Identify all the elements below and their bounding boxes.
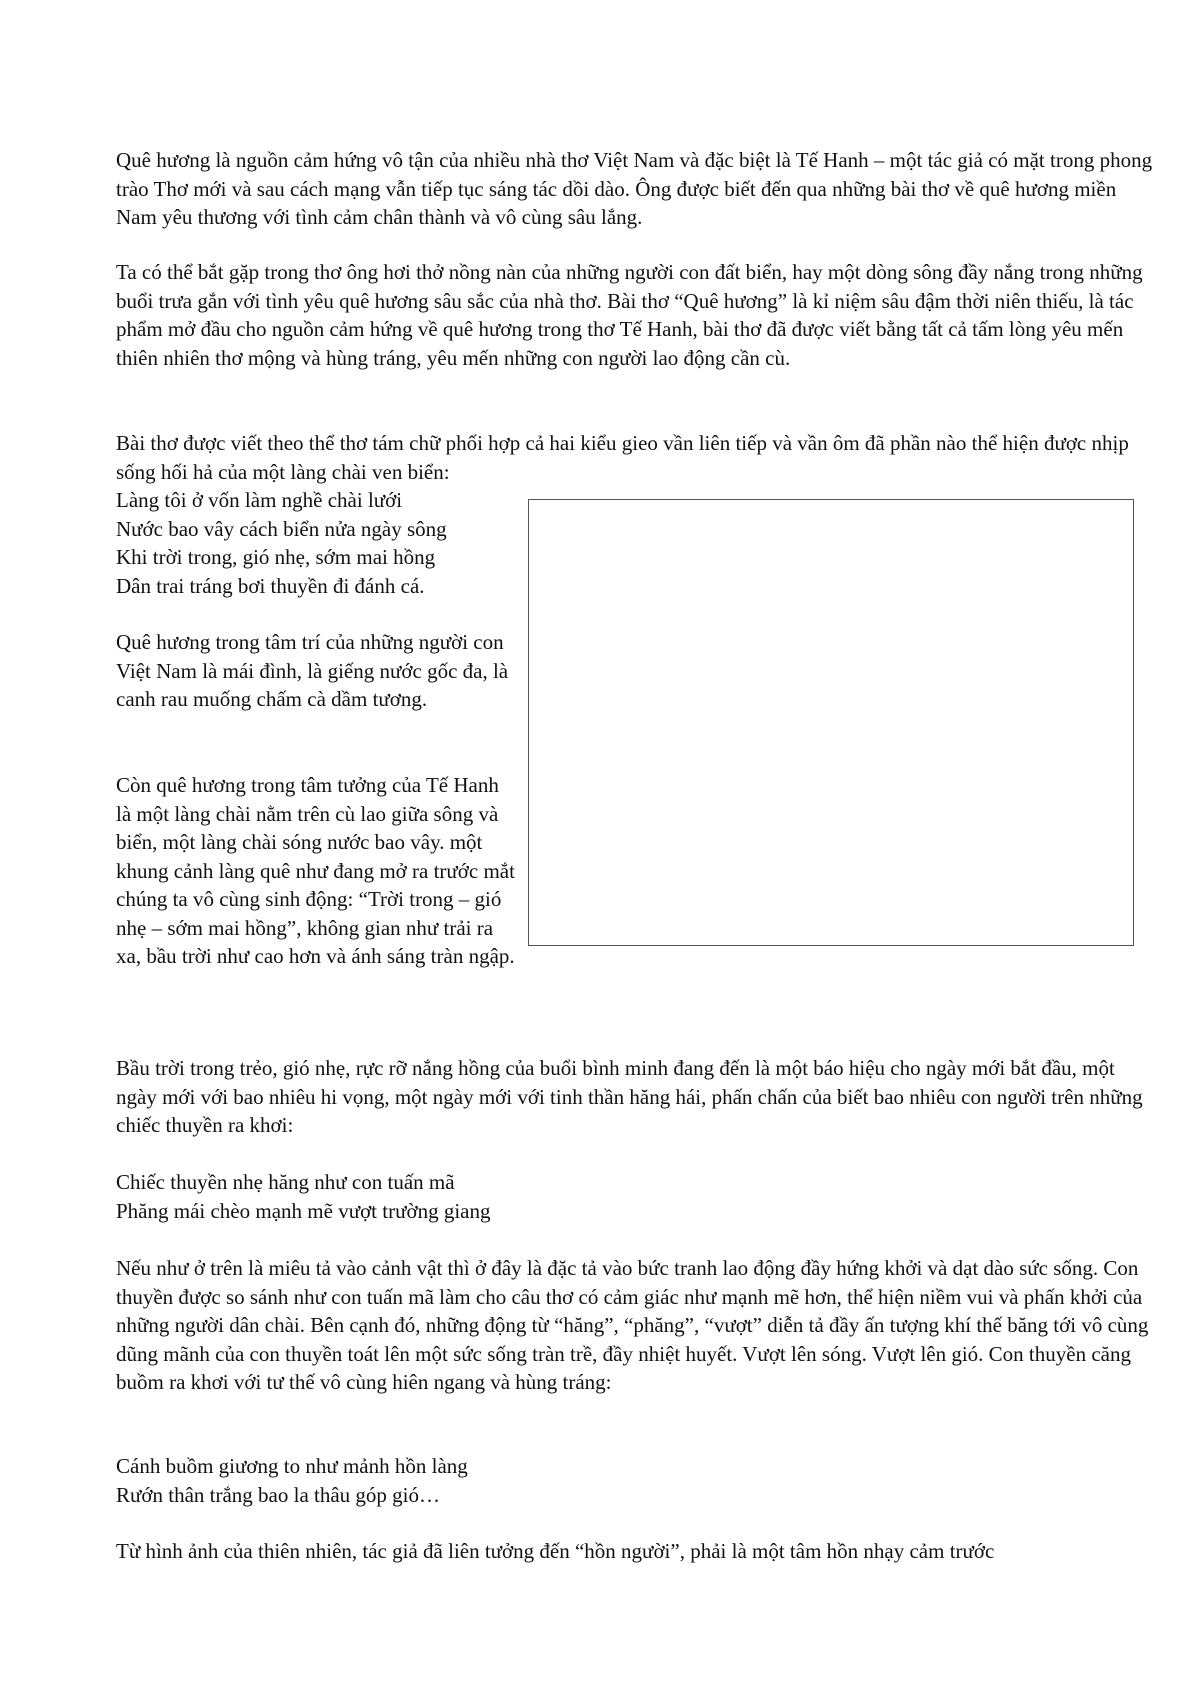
paragraph-dawn: Bầu trời trong trẻo, gió nhẹ, rực rỡ nắng hồng của buổi bình minh đang đến là một báo hiệu cho ngày mới bắt đầu, một ngày mới với bao nhiêu hi vọng, một ngày mới với tinh thần hăng hái, phấn chấn của biết bao nhiêu con người trên những chiếc thuyền ra khơi: (116, 1056, 1143, 1137)
paragraph-poem-form: Bài thơ được viết theo thể thơ tám chữ phối hợp cả hai kiểu gieo vần liên tiếp và vần ôm đã phần nào thể hiện được nhịp sống hối hả của một làng chài ven biển: (116, 431, 1129, 484)
paragraph-te-hanh-village: Còn quê hương trong tâm tưởng của Tế Hanh là một làng chài nằm trên cù lao giữa sông và biển, một làng chài sóng nước bao vây. một khung cảnh làng quê như đang mở ra trước mắt chúng ta vô cùng sinh động: “Trời trong – gió nhẹ – sớm mai hồng”, không gian như trải ra xa, bầu trời như cao hơn và ánh sáng tràn ngập. (116, 773, 515, 968)
poem-line: Nước bao vây cách biển nửa ngày sông (116, 516, 447, 541)
paragraph-boat-analysis: Nếu như ở trên là miêu tả vào cảnh vật thì ở đây là đặc tả vào bức tranh lao động đầy hứng khởi và dạt dào sức sống. Con thuyền được so sánh như con tuấn mã làm cho câu thơ có cảm giác như mạnh mẽ hơn, thể hiện niềm vui và phấn khởi của những người dân chài. Bên cạnh đó, những động từ “hăng”, “phăng”, “vượt” diễn tả đầy ấn tượng khí thế băng tới vô cùng dũng mãnh của con thuyền toát lên một sức sống tràn trề, đầy nhiệt huyết. Vượt lên sóng. Vượt lên gió. Con thuyền căng buồm ra khơi với tư thế vô cùng hiên ngang và hùng tráng: (116, 1256, 1149, 1394)
paragraph-vietnam-homeland: Quê hương trong tâm trí của những người con Việt Nam là mái đình, là giếng nước gốc đa, là canh rau muống chấm cà dầm tương. (116, 630, 509, 711)
paragraph-soul: Từ hình ảnh của thiên nhiên, tác giả đã liên tưởng đến “hồn người”, phải là một tâm hồn nhạy cảm trước (116, 1539, 995, 1563)
image-placeholder (528, 499, 1134, 946)
poem-line: Khi trời trong, gió nhẹ, sớm mai hồng (116, 545, 436, 569)
paragraph-intro: Quê hương là nguồn cảm hứng vô tận của nhiều nhà thơ Việt Nam và đặc biệt là Tế Hanh – một tác giả có mặt trong phong trào Thơ mới và sau cách mạng vẫn tiếp tục sáng tác dồi dào. Ông được biết đến qua những bài thơ về quê hương miền Nam yêu thương với tình cảm chân thành và vô cùng sâu lắng. (116, 148, 1153, 229)
poem-line: Chiếc thuyền nhẹ hăng như con tuấn mã (116, 1170, 455, 1194)
poem-line: Dân trai tráng bơi thuyền đi đánh cá. (116, 573, 425, 598)
poem-line: Rướn thân trắng bao la thâu góp gió… (116, 1482, 441, 1507)
poem-line: Cánh buồm giương to như mảnh hồn làng (116, 1454, 468, 1478)
poem-line: Phăng mái chèo mạnh mẽ vượt trường giang (116, 1198, 491, 1223)
paragraph-poem-context: Ta có thể bắt gặp trong thơ ông hơi thở nồng nàn của những người con đất biển, hay một dòng sông đầy nắng trong những buổi trưa gắn với tình yêu quê hương sâu sắc của nhà thơ. Bài thơ “Quê hương” là kỉ niệm sâu đậm thời niên thiếu, là tác phẩm mở đầu cho nguồn cảm hứng về quê hương trong thơ Tế Hanh, bài thơ đã được viết bằng tất cả tấm lòng yêu mến thiên nhiên thơ mộng và hùng tráng, yêu mến những con người lao động cần cù. (116, 260, 1143, 370)
poem-stanza-2 (116, 1168, 490, 1225)
poem-stanza-3 (116, 1452, 468, 1509)
poem-stanza-1 (116, 486, 447, 600)
poem-line: Làng tôi ở vốn làm nghề chài lưới (116, 488, 403, 512)
